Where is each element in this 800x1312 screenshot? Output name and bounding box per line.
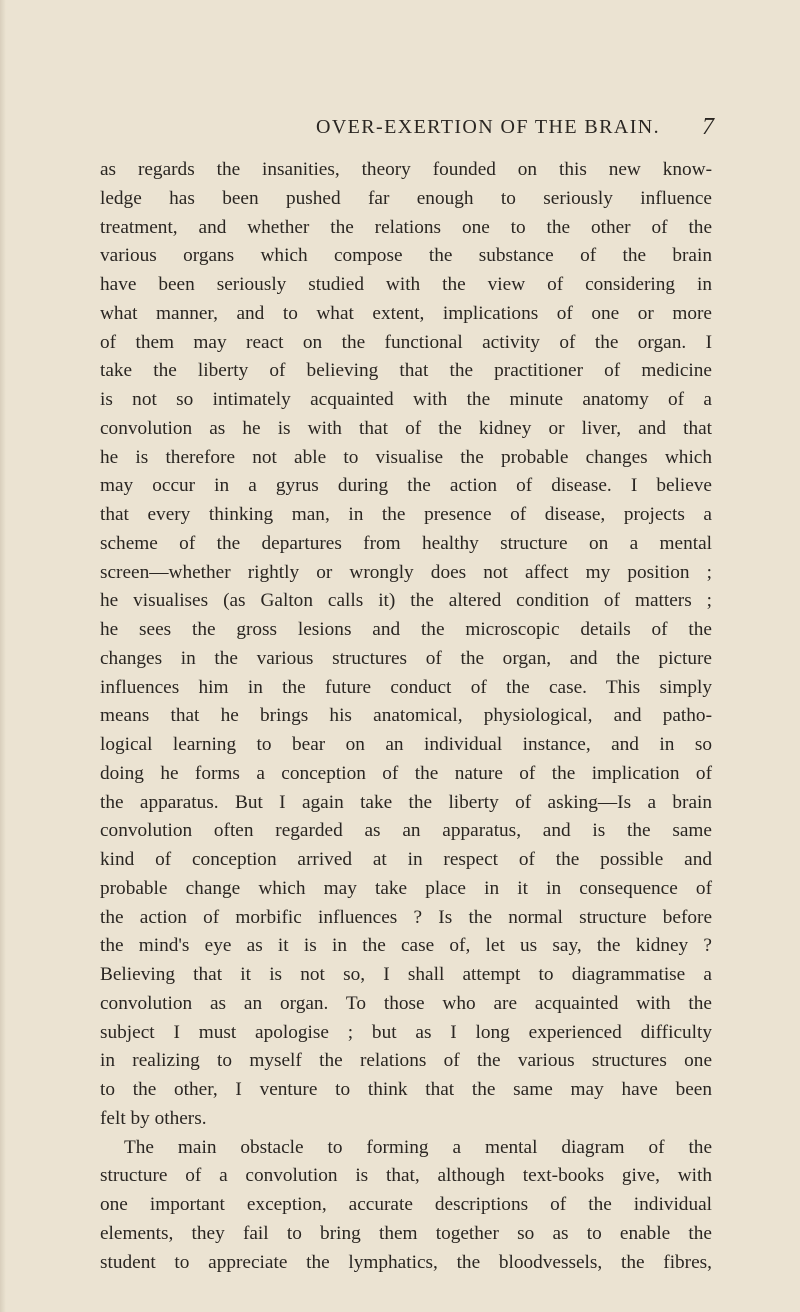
text-line: he sees the gross lesions and the microscopic details of the — [100, 619, 712, 640]
text-line: structure of a convolution is that, although text-books give, with — [100, 1165, 712, 1187]
text-line: elements, they fail to bring them together so as to enable the — [100, 1222, 712, 1244]
text-line: scheme of the departures from healthy structure on a mental — [100, 532, 712, 554]
text-line-paragraph-start: The main obstacle to forming a mental diagram of the — [124, 1136, 712, 1158]
text-line: the action of morbific influences ? Is the normal structure before — [100, 906, 712, 928]
text-line: is not so intimately acquainted with the minute anatomy of a — [100, 389, 712, 410]
text-line: student to appreciate the lymphatics, the bloodvessels, the fibres, — [100, 1251, 712, 1273]
text-line: of them may react on the functional activity of the organ. I — [100, 331, 712, 353]
page-header — [0, 112, 800, 144]
text-line: logical learning to bear on an individual instance, and in so — [100, 734, 712, 755]
text-line: may occur in a gyrus during the action of disease. I believe — [100, 475, 712, 497]
body-text — [100, 156, 712, 1277]
text-line: one important exception, accurate descriptions of the individual — [100, 1194, 712, 1215]
text-line: as regards the insanities, theory founded on this new know- — [100, 159, 712, 180]
text-line: in realizing to myself the relations of the various structures one — [100, 1050, 712, 1072]
text-line: subject I must apologise ; but as I long experienced difficulty — [100, 1021, 712, 1043]
text-line: the mind's eye as it is in the case of, let us say, the kidney ? — [100, 935, 712, 957]
text-line: means that he brings his anatomical, physiological, and patho- — [100, 705, 712, 727]
text-line: screen—whether rightly or wrongly does not affect my position ; — [100, 561, 712, 583]
text-line: doing he forms a conception of the nature of the implication of — [100, 762, 712, 784]
text-line: take the liberty of believing that the practitioner of medicine — [100, 360, 712, 382]
running-title: OVER-EXERTION OF THE BRAIN. — [316, 116, 660, 138]
text-line: various organs which compose the substance of the brain — [100, 245, 712, 267]
text-line: the apparatus. But I again take the liberty of asking—Is a brain — [100, 791, 712, 813]
text-line: he is therefore not able to visualise the probable changes which — [100, 446, 712, 468]
text-line: what manner, and to what extent, implications of one or more — [100, 302, 712, 324]
text-line: convolution as an organ. To those who are acquainted with the — [100, 992, 712, 1014]
page-number: 7 — [702, 114, 714, 140]
text-line: kind of conception arrived at in respect of the possible and — [100, 849, 712, 870]
text-line: treatment, and whether the relations one to the other of the — [100, 216, 712, 238]
text-line: influences him in the future conduct of the case. This simply — [100, 676, 712, 698]
text-line-paragraph-end: felt by others. — [100, 1107, 207, 1129]
text-line: to the other, I venture to think that the same may have been — [100, 1079, 712, 1100]
page-edge-shadow — [0, 0, 6, 1312]
text-line: probable change which may take place in it in consequence of — [100, 877, 712, 899]
text-line: convolution as he is with that of the kidney or liver, and that — [100, 417, 712, 439]
text-line: convolution often regarded as an apparatus, and is the same — [100, 820, 712, 842]
text-line: ledge has been pushed far enough to seriously influence — [100, 187, 712, 209]
text-line: Believing that it is not so, I shall attempt to diagrammatise a — [100, 964, 712, 985]
text-line: changes in the various structures of the organ, and the picture — [100, 647, 712, 669]
text-line: that every thinking man, in the presence of disease, projects a — [100, 504, 712, 525]
text-line: he visualises (as Galton calls it) the altered condition of matters ; — [100, 590, 712, 612]
text-line: have been seriously studied with the view of considering in — [100, 274, 712, 295]
